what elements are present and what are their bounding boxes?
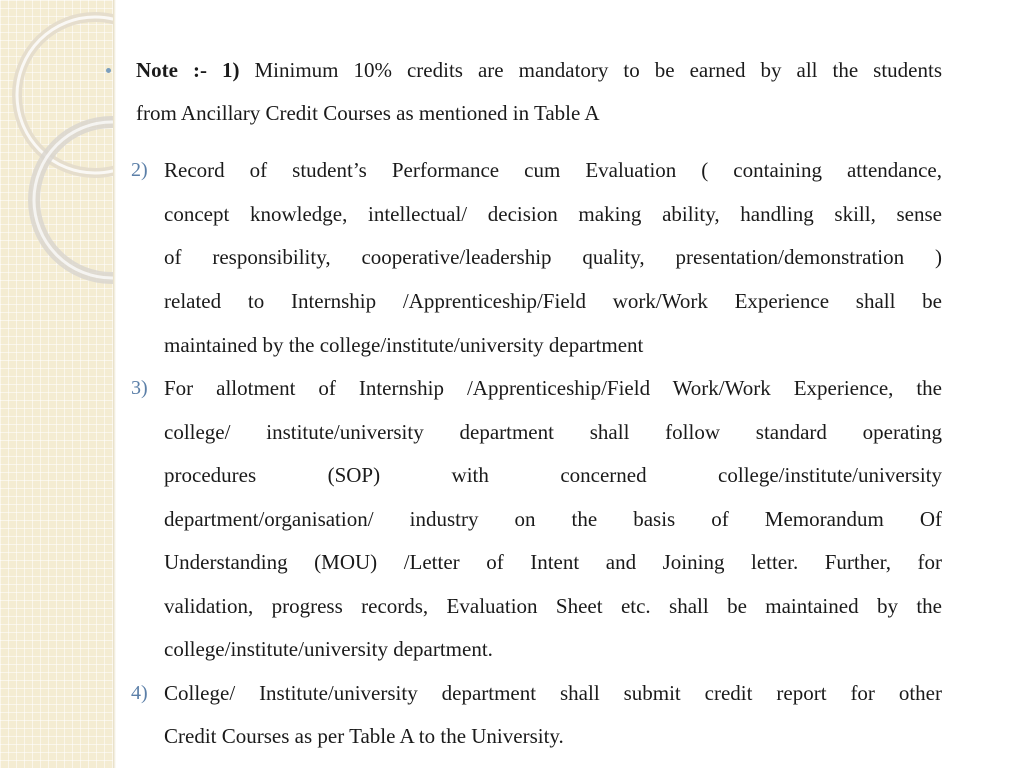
item-2-line-1: Record of student’s Performance cum Evaluation ( containing attendance, (164, 158, 942, 182)
note-line-1 (136, 57, 942, 83)
item-3-line-1: For allotment of Internship /Apprenticeship/Field Work/Work Experience, the (164, 376, 942, 400)
item-4-line-2: Credit Courses as per Table A to the University. (164, 724, 564, 748)
item-2-line-5: maintained by the college/institute/university department (164, 333, 644, 357)
note-text-1: Minimum 10% credits are mandatory to be earned by all the students (254, 58, 943, 82)
item-2-line-3: of responsibility, cooperative/leadership quality, presentation/demonstration ) (164, 245, 942, 269)
item-3-line-7: college/institute/university department. (164, 637, 493, 661)
item-3-line-2: college/ institute/university department shall follow standard operating (164, 420, 942, 444)
item-3-line-3: procedures (SOP) with concerned college/institute/university (164, 463, 942, 487)
item-3-line-6: validation, progress records, Evaluation Sheet etc. shall be maintained by the (164, 594, 942, 618)
item-2-line-4: related to Internship /Apprenticeship/Field work/Work Experience shall be (164, 289, 942, 313)
item-3-line-4: department/organisation/ industry on the basis of Memorandum Of (164, 507, 942, 531)
item-number: 4) (131, 682, 148, 704)
bullet-dot (106, 68, 111, 73)
note-line-2: from Ancillary Credit Courses as mentioned in Table A (136, 101, 600, 125)
item-2-line-2: concept knowledge, intellectual/ decision making ability, handling skill, sense (164, 202, 942, 226)
item-number: 3) (131, 377, 148, 399)
item-3-line-5: Understanding (MOU) /Letter of Intent and Joining letter. Further, for (164, 550, 942, 574)
note-label: Note :- 1) (136, 58, 240, 82)
item-4-line-1: College/ Institute/university department shall submit credit report for other (164, 681, 942, 705)
item-number: 2) (131, 159, 148, 181)
